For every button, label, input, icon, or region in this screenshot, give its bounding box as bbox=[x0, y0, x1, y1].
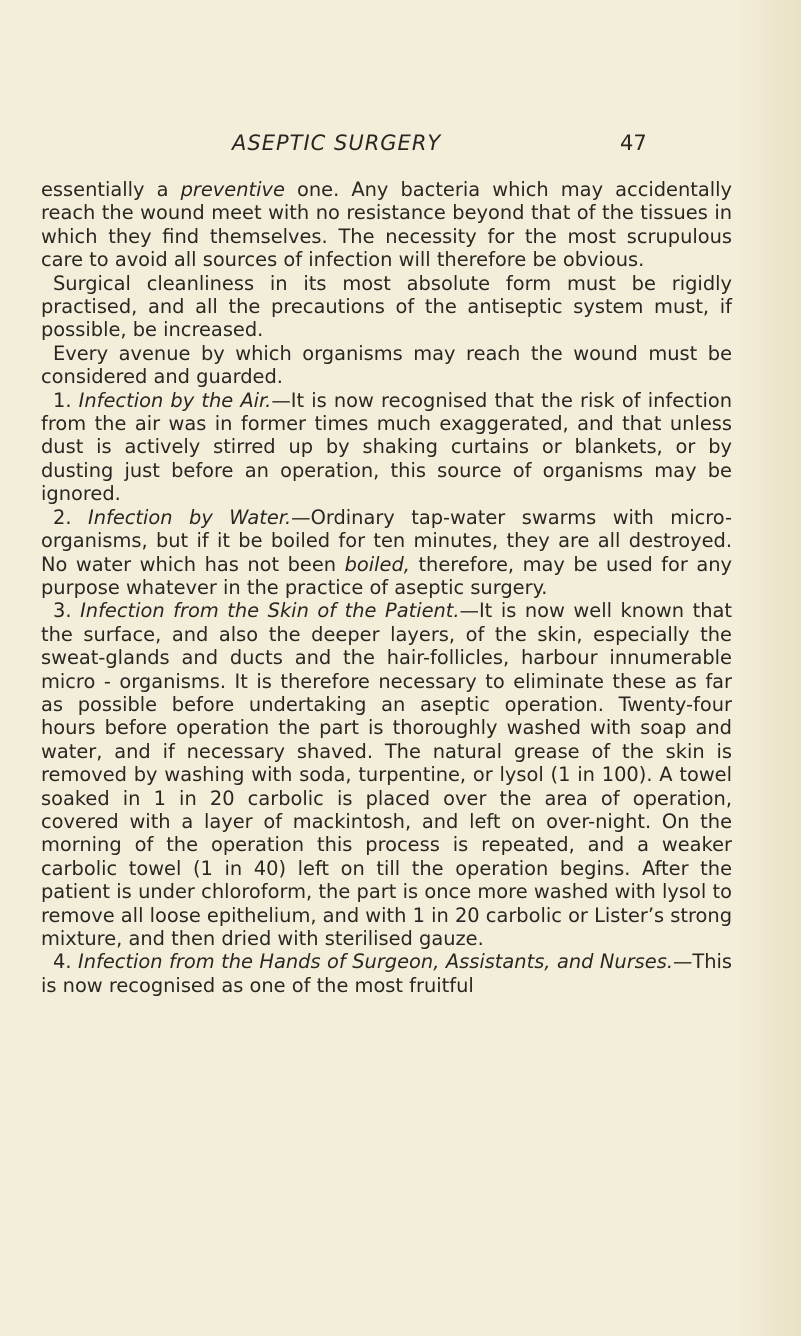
section-text: —This is now recognised as one of the most fruitful bbox=[41, 950, 732, 997]
section-number: 1. bbox=[53, 388, 79, 412]
section-text: —It is now recognised that the risk of infection from the air was in former times much exaggerated, and that unless dust is actively stirred up by shaking curtains or blankets, or by dusting just before an operation, this source of organisms may be ignored. bbox=[41, 388, 732, 506]
section-number: 2. bbox=[53, 505, 88, 529]
paragraph: Every avenue by which organisms may reach the wound must be considered and guarded. bbox=[41, 341, 732, 389]
numbered-section bbox=[41, 599, 732, 950]
emphasis: preventive bbox=[180, 178, 285, 201]
text-run: one. Any bacteria which may accidentally reach the wound meet with no resistance beyond that of the tissues in which they find themselves. The necessity for the most scrupulous care to avoid all sources of infection will therefore be obvious. bbox=[41, 178, 733, 272]
numbered-section bbox=[41, 389, 732, 506]
section-number: 4. bbox=[53, 950, 78, 974]
paragraph bbox=[41, 178, 732, 272]
section-heading: Infection by Water. bbox=[87, 505, 292, 529]
running-head: ASEPTIC SURGERY bbox=[232, 131, 442, 155]
body-text bbox=[41, 178, 732, 997]
section-heading: Infection from the Skin of the Patient. bbox=[80, 599, 460, 623]
page-number: 47 bbox=[620, 131, 647, 155]
section-number: 3. bbox=[53, 599, 81, 623]
section-text: therefore, may be used for any purpose whatever in the practice of aseptic surgery. bbox=[41, 552, 732, 599]
numbered-section bbox=[41, 950, 732, 997]
section-heading: Infection from the Hands of Surgeon, Assistants, and Nurses. bbox=[78, 950, 673, 974]
text-run: essentially a bbox=[41, 178, 181, 201]
section-heading: Infection by the Air. bbox=[78, 388, 272, 412]
section-text: —It is now well known that the surface, and also the deeper layers, of the skin, especially the sweat-glands and ducts and the hair-follicles, harbour innumerable micro - organisms. It is therefore necessary to eliminate these as far as possible before undertaking an aseptic operation. Twenty-four hours before operation the part is thoroughly washed with soap and water, and if necessary shaved. The natural grease of the skin is removed by washing with soda, turpentine, or lysol (1 in 100). A towel soaked in 1 in 20 carbolic is placed over the area of operation, covered with a layer of mackintosh, and left on over-night. On the morning of the operation this process is repeated, and a weaker carbolic towel (1 in 40) left on till the operation begins. After the patient is under chloroform, the part is once more washed with lysol to remove all loose epithelium, and with 1 in 20 carbolic or Lister’s strong mixture, and then dried with sterilised gauze. bbox=[41, 599, 733, 950]
page-header bbox=[0, 131, 801, 161]
numbered-section bbox=[41, 506, 732, 600]
emphasis: boiled, bbox=[344, 552, 410, 576]
section-text: —Ordinary tap-water swarms with micro-organisms, but if it be boiled for ten minutes, they are all destroyed. No water which has not been bbox=[41, 505, 733, 576]
paragraph: Surgical cleanliness in its most absolute form must be rigidly practised, and all the precautions of the antiseptic system must, if possible, be increased. bbox=[41, 271, 732, 342]
